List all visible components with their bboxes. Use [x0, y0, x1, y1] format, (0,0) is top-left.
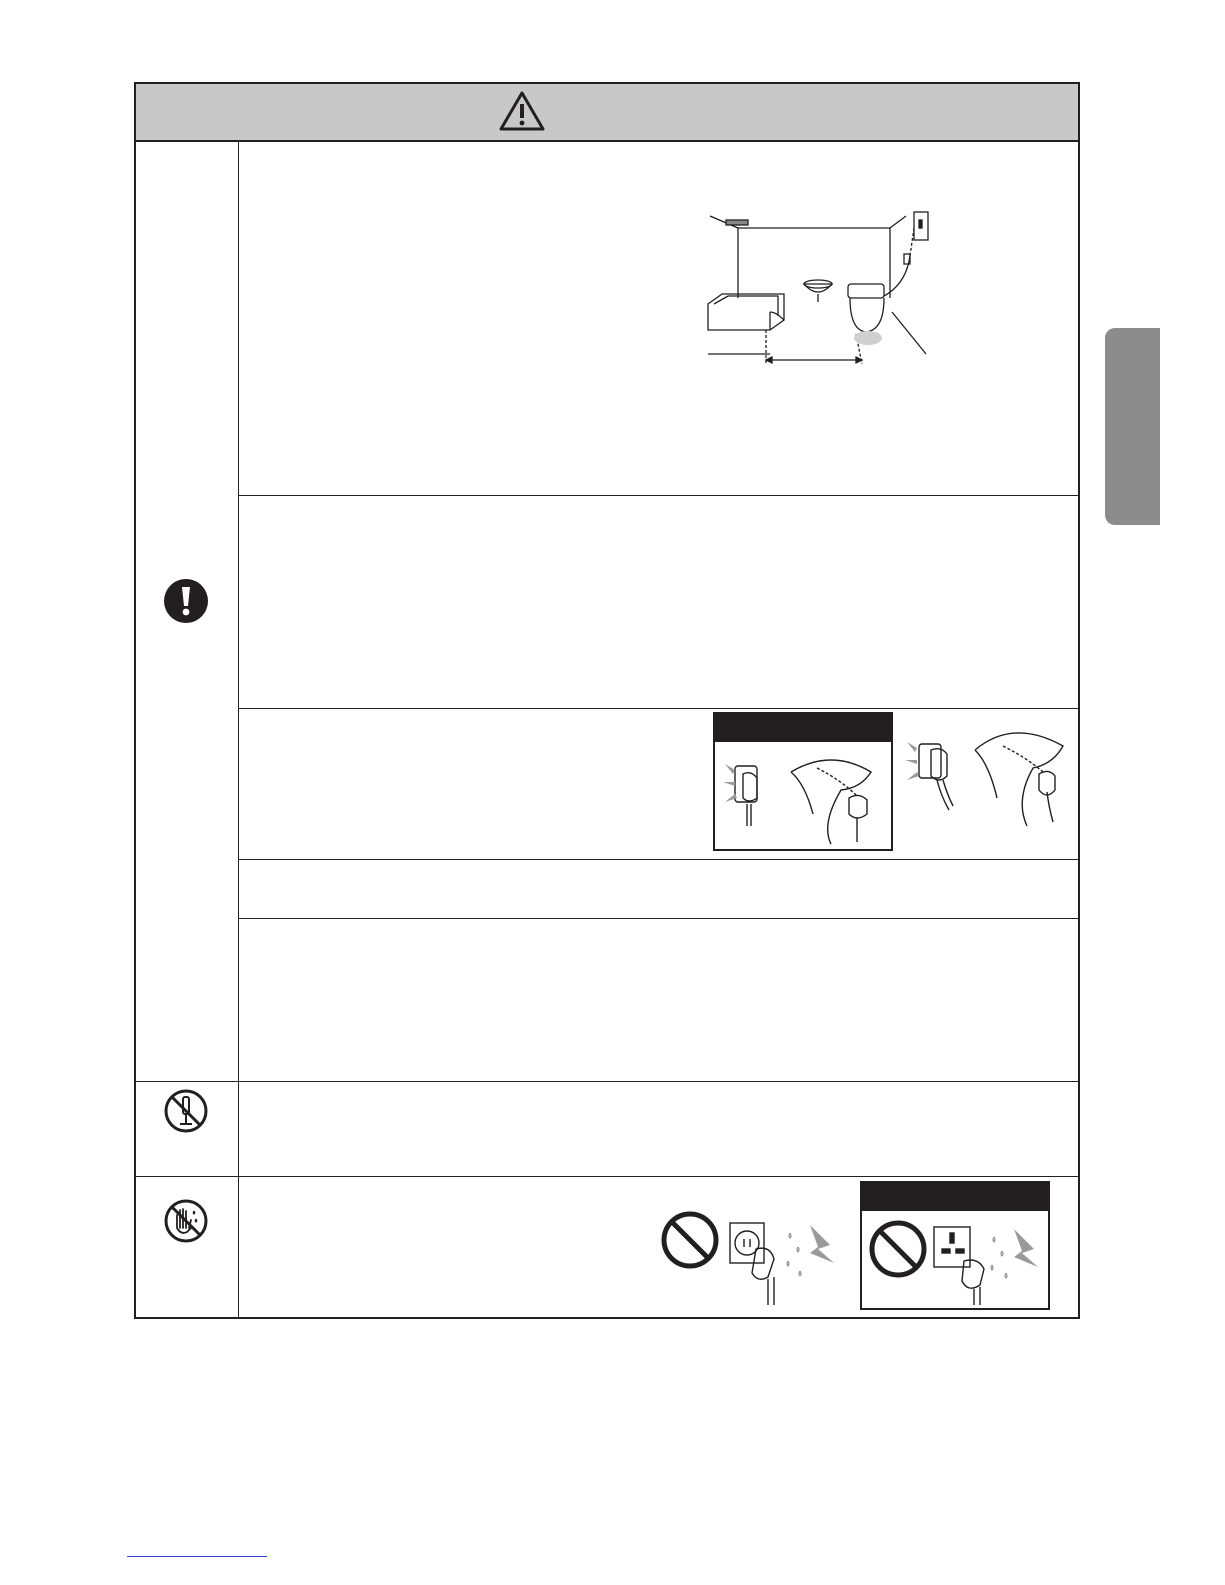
uk-wet-plug-box	[860, 1181, 1050, 1310]
column-divider	[238, 140, 239, 1319]
warning-triangle-icon	[498, 90, 546, 132]
uk-plug-insert-illustration	[721, 744, 887, 848]
uk-plug-box	[713, 712, 893, 851]
section-side-tab[interactable]	[1105, 328, 1160, 525]
row-divider	[238, 918, 1078, 919]
mandatory-exclamation-icon	[163, 578, 209, 624]
wet-hands-uk-plug-illustration	[866, 1213, 1046, 1307]
warning-header	[136, 84, 1078, 142]
do-not-disassemble-icon	[163, 1088, 209, 1134]
uk-wet-plug-box-header	[862, 1183, 1048, 1211]
bathroom-layout-illustration	[700, 208, 950, 368]
row-divider	[238, 708, 1078, 709]
row-divider	[136, 1081, 1078, 1082]
footer-link[interactable]	[127, 1556, 267, 1557]
wet-hands-eu-plug-illustration	[660, 1205, 845, 1307]
uk-plug-box-header	[715, 714, 891, 742]
row-divider	[238, 859, 1078, 860]
eu-plug-insert-illustration	[903, 720, 1079, 830]
do-not-touch-wet-hands-icon	[163, 1198, 209, 1244]
row-divider	[238, 495, 1078, 496]
row-divider	[136, 1176, 1078, 1177]
